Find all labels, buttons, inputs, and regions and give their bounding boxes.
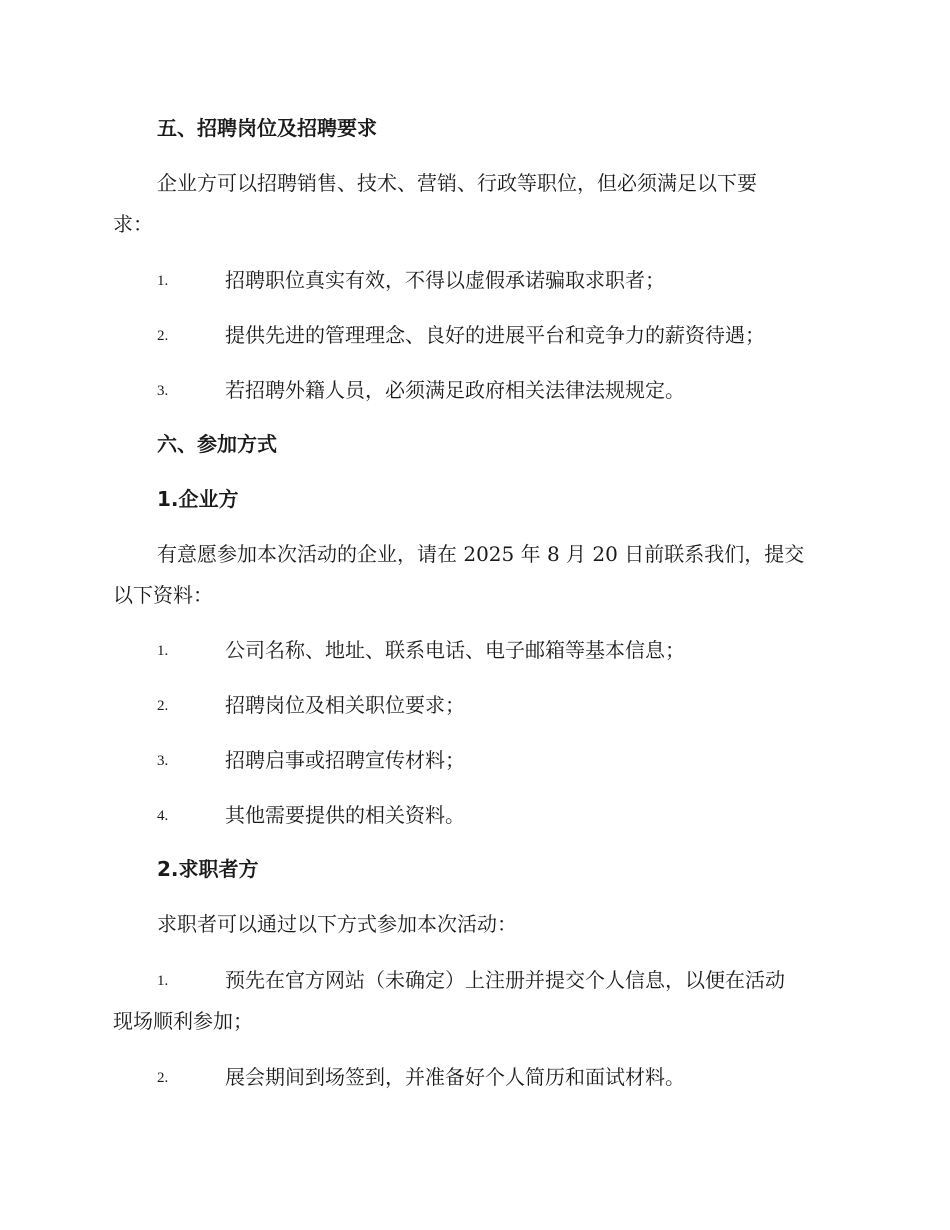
enterprise-subheading: 1.企业方 [157, 487, 239, 511]
section-5-intro-line-2: 求： [113, 212, 153, 236]
list-item-text: 公司名称、地址、联系电话、电子邮箱等基本信息； [225, 638, 685, 662]
list-item-text-continuation: 现场顺利参加； [113, 1009, 253, 1033]
list-item-text: 招聘岗位及相关职位要求； [225, 693, 465, 717]
section-5-heading: 五、招聘岗位及招聘要求 [157, 116, 377, 140]
list-item-number: 3. [157, 383, 169, 399]
section-5-intro-line-1: 企业方可以招聘销售、技术、营销、行政等职位，但必须满足以下要 [157, 171, 757, 195]
list-item-text: 预先在官方网站（未确定）上注册并提交个人信息，以便在活动 [225, 968, 785, 992]
enterprise-intro-line-2: 以下资料： [113, 583, 213, 607]
list-item-text: 提供先进的管理理念、良好的进展平台和竞争力的薪资待遇； [225, 323, 765, 347]
list-item-number: 2. [157, 328, 169, 344]
list-item-text: 招聘启事或招聘宣传材料； [225, 748, 465, 772]
list-item-text: 展会期间到场签到，并准备好个人简历和面试材料。 [225, 1065, 685, 1089]
list-item-number: 4. [157, 808, 169, 824]
jobseeker-intro: 求职者可以通过以下方式参加本次活动： [157, 912, 517, 936]
list-item-number: 2. [157, 698, 169, 714]
jobseeker-subheading: 2.求职者方 [157, 857, 259, 881]
list-item-text: 招聘职位真实有效，不得以虚假承诺骗取求职者； [225, 268, 665, 292]
list-item-number: 1. [157, 643, 169, 659]
list-item-number: 1. [157, 273, 169, 289]
list-item-number: 1. [157, 973, 169, 989]
list-item-text: 其他需要提供的相关资料。 [225, 803, 465, 827]
list-item-number: 3. [157, 753, 169, 769]
list-item-number: 2. [157, 1070, 169, 1086]
section-6-heading: 六、参加方式 [157, 432, 277, 456]
enterprise-intro-line-1: 有意愿参加本次活动的企业，请在 2025 年 8 月 20 日前联系我们，提交 [157, 542, 805, 566]
list-item-text: 若招聘外籍人员，必须满足政府相关法律法规规定。 [225, 378, 685, 402]
